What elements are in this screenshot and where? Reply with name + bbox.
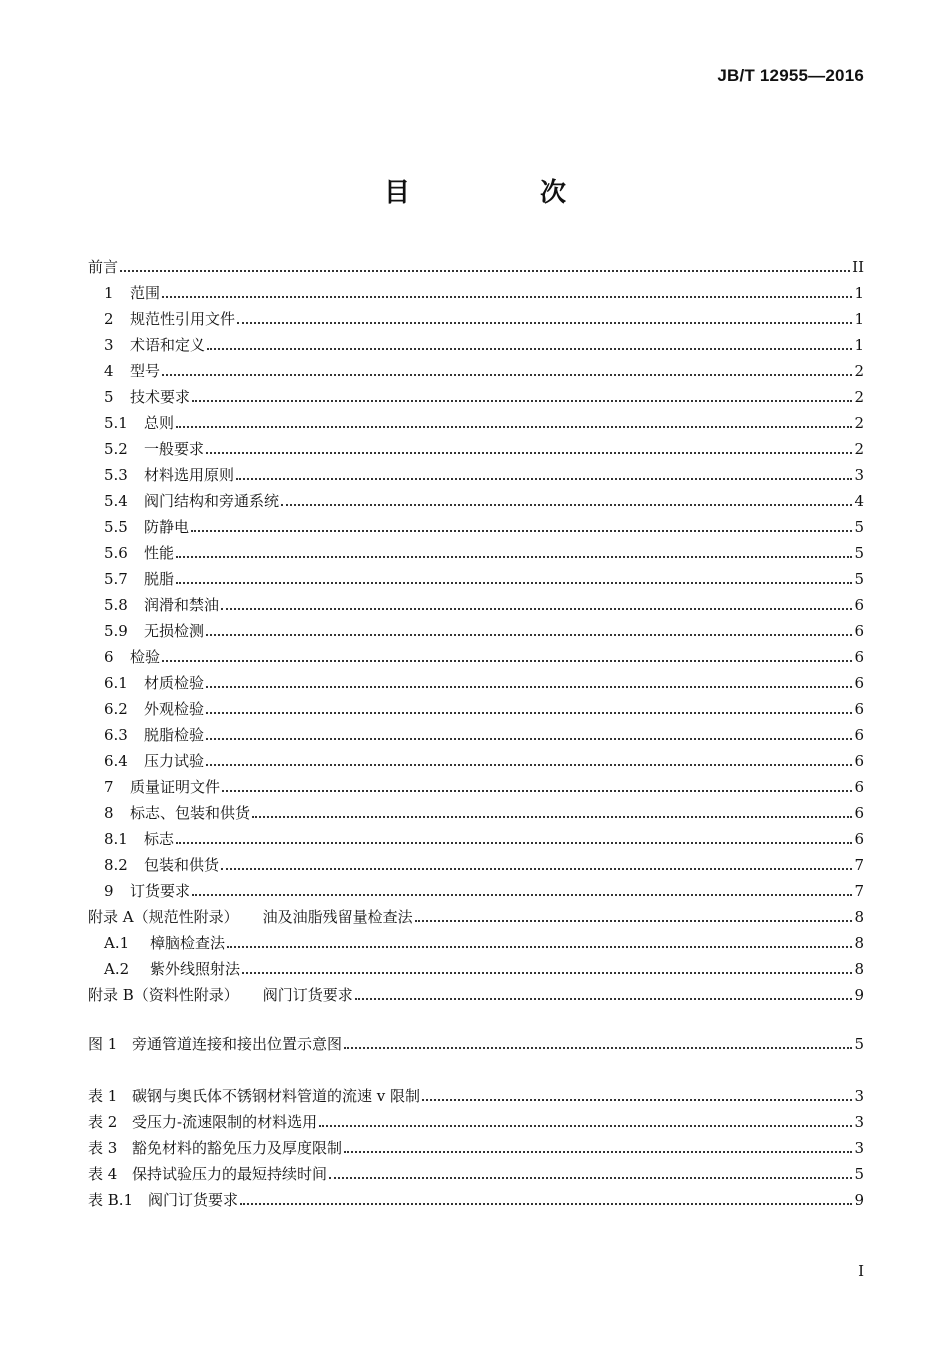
toc-entry-page: II	[852, 258, 864, 276]
toc-entry-title: 规范性引用文件	[130, 310, 236, 328]
dot-leader	[162, 373, 852, 376]
toc-entry-page: 2	[854, 362, 864, 380]
toc-entry[interactable]	[88, 280, 864, 306]
toc-entry-title: 压力试验	[144, 752, 205, 770]
dot-leader	[422, 1098, 852, 1101]
toc-entry-page: 2	[854, 388, 864, 406]
toc-entry-page: 9	[854, 1191, 864, 1209]
toc-entry-page: 5	[854, 544, 864, 562]
toc-entry-title: 外观检验	[144, 700, 205, 718]
toc-entry-title: 碳钢与奥氏体不锈钢材料管道的流速 v 限制	[132, 1087, 421, 1105]
dot-leader	[240, 1202, 852, 1205]
dot-leader	[191, 529, 852, 532]
toc-entry-page: 1	[854, 284, 864, 302]
toc-entry-number: 5	[104, 388, 114, 406]
toc-entry[interactable]	[88, 930, 864, 956]
toc-entry-page: 2	[854, 414, 864, 432]
toc-figure-list	[88, 1031, 864, 1057]
toc-entry-number: 6.2	[104, 700, 128, 718]
dot-leader	[221, 607, 852, 610]
toc-entry-title: 标志	[144, 830, 175, 848]
toc-entry-title: 受压力-流速限制的材料选用	[132, 1113, 318, 1131]
dot-leader	[227, 945, 852, 948]
toc-entry-number: 6.3	[104, 726, 128, 744]
toc-entry-page: 5	[854, 518, 864, 536]
toc-entry-number: 3	[104, 336, 114, 354]
toc-entry-number: 5.3	[104, 466, 128, 484]
dot-leader	[319, 1124, 852, 1127]
toc-entry-title: 阀门订货要求	[148, 1191, 239, 1209]
toc-entry-title: 范围	[130, 284, 161, 302]
toc-entry-number: 附录 A（规范性附录）	[88, 908, 239, 926]
toc-entry-title: 一般要求	[144, 440, 205, 458]
toc-entry[interactable]	[88, 1031, 864, 1057]
toc-entry-number: 图 1	[88, 1035, 118, 1053]
toc-entry-number: 6.1	[104, 674, 128, 692]
toc-entry-page: 5	[854, 570, 864, 588]
dot-leader	[344, 1150, 852, 1153]
dot-leader	[176, 841, 852, 844]
toc-entry[interactable]	[88, 956, 864, 982]
toc-entry-page: 8	[854, 934, 864, 952]
toc-entry-title: 阀门结构和旁通系统	[144, 492, 280, 510]
toc-entry-number: 8	[104, 804, 114, 822]
toc-entry[interactable]	[88, 254, 864, 280]
toc-entry-number: 附录 B（资料性附录）	[88, 986, 239, 1004]
toc-entry-title: 标志、包装和供货	[130, 804, 251, 822]
toc-entry-number: A.2	[104, 960, 130, 978]
toc-entry[interactable]	[88, 852, 864, 878]
dot-leader	[355, 997, 852, 1000]
toc-entry-number: 7	[104, 778, 114, 796]
toc-entry-title: 订货要求	[130, 882, 191, 900]
toc-entry-number: 5.2	[104, 440, 128, 458]
dot-leader	[176, 581, 852, 584]
toc-entry[interactable]	[88, 566, 864, 592]
toc-entry[interactable]	[88, 826, 864, 852]
dot-leader	[120, 269, 850, 272]
toc-entry-title: 检验	[130, 648, 161, 666]
page-title: 目 次	[383, 178, 618, 208]
toc-entry-page: 6	[854, 726, 864, 744]
toc-entry[interactable]	[88, 540, 864, 566]
toc-entry-page: 7	[854, 856, 864, 874]
dot-leader	[206, 451, 852, 454]
toc-entry-number: A.1	[104, 934, 130, 952]
toc-entry-title: 旁通管道连接和接出位置示意图	[132, 1035, 343, 1053]
toc-entry-number: 6.4	[104, 752, 128, 770]
toc-entry-page: 6	[854, 674, 864, 692]
toc-entry-number: 8.2	[104, 856, 128, 874]
toc-entry-title: 性能	[144, 544, 175, 562]
toc-entry-number: 2	[104, 310, 114, 328]
toc-entry-number: 5.9	[104, 622, 128, 640]
toc-entry-number: 表 1	[88, 1087, 118, 1105]
toc-entry[interactable]	[88, 384, 864, 410]
dot-leader	[415, 919, 852, 922]
toc-entry-number: 6	[104, 648, 114, 666]
toc-entry-page: 3	[854, 466, 864, 484]
toc-entry[interactable]	[88, 748, 864, 774]
toc-entry-title: 防静电	[144, 518, 190, 536]
toc-entry-title: 术语和定义	[130, 336, 206, 354]
toc-entry-number: 表 2	[88, 1113, 118, 1131]
toc-entry-page: 6	[854, 804, 864, 822]
toc-entry-number: 表 3	[88, 1139, 118, 1157]
toc-entry-number: 8.1	[104, 830, 128, 848]
toc-entry-number: 5.8	[104, 596, 128, 614]
toc-entry-page: 7	[854, 882, 864, 900]
toc-entry-page: 5	[854, 1165, 864, 1183]
toc-entry-title: 脱脂	[144, 570, 175, 588]
toc-entry-page: 1	[854, 336, 864, 354]
toc-table-list	[88, 1083, 864, 1213]
toc-entry-title: 型号	[130, 362, 161, 380]
dot-leader	[236, 477, 852, 480]
toc-entry-page: 6	[854, 622, 864, 640]
toc-entry-page: 8	[854, 960, 864, 978]
toc-entry-page: 8	[854, 908, 864, 926]
dot-leader	[206, 763, 852, 766]
toc-main-list	[88, 254, 864, 1008]
dot-leader	[252, 815, 852, 818]
toc-entry[interactable]	[88, 618, 864, 644]
toc-entry-page: 4	[854, 492, 864, 510]
toc-entry[interactable]	[88, 306, 864, 332]
toc-entry-page: 1	[854, 310, 864, 328]
page-number: I	[858, 1262, 864, 1280]
toc-entry[interactable]	[88, 592, 864, 618]
dot-leader	[206, 711, 852, 714]
toc-entry-title: 技术要求	[130, 388, 191, 406]
toc-entry-title: 润滑和禁油	[144, 596, 220, 614]
toc-entry[interactable]	[88, 800, 864, 826]
toc-entry-page: 6	[854, 700, 864, 718]
dot-leader	[206, 633, 852, 636]
toc-entry[interactable]	[88, 1187, 864, 1213]
dot-leader	[207, 347, 852, 350]
toc-entry-page: 6	[854, 648, 864, 666]
toc-entry-number: 4	[104, 362, 114, 380]
toc-entry[interactable]	[88, 514, 864, 540]
toc-entry[interactable]	[88, 488, 864, 514]
toc-entry-title: 前言	[88, 258, 119, 276]
toc-entry-page: 6	[854, 778, 864, 796]
dot-leader	[162, 659, 852, 662]
toc-entry[interactable]	[88, 462, 864, 488]
toc-entry-number: 表 4	[88, 1165, 118, 1183]
toc-entry-number: 5.5	[104, 518, 128, 536]
dot-leader	[176, 555, 852, 558]
toc-entry[interactable]	[88, 1135, 864, 1161]
toc-entry-number: 1	[104, 284, 114, 302]
toc-entry-number: 9	[104, 882, 114, 900]
toc-entry-title: 材质检验	[144, 674, 205, 692]
toc-entry-page: 6	[854, 752, 864, 770]
toc-entry-page: 5	[854, 1035, 864, 1053]
dot-leader	[242, 971, 852, 974]
toc-entry-page: 3	[854, 1113, 864, 1131]
toc-entry[interactable]	[88, 982, 864, 1008]
toc-entry[interactable]	[88, 332, 864, 358]
toc-entry-page: 9	[854, 986, 864, 1004]
dot-leader	[344, 1046, 852, 1049]
toc-entry[interactable]	[88, 358, 864, 384]
dot-leader	[206, 737, 852, 740]
dot-leader	[192, 893, 852, 896]
toc-entry-page: 3	[854, 1139, 864, 1157]
toc-entry-title: 无损检测	[144, 622, 205, 640]
toc-entry[interactable]	[88, 410, 864, 436]
dot-leader	[206, 685, 852, 688]
toc-entry[interactable]	[88, 774, 864, 800]
toc-entry-number: 5.4	[104, 492, 128, 510]
toc-entry-number: 5.6	[104, 544, 128, 562]
standard-number: JB/T 12955—2016	[717, 66, 864, 85]
dot-leader	[176, 425, 852, 428]
toc-entry-title: 包装和供货	[144, 856, 220, 874]
dot-leader	[221, 867, 852, 870]
toc-entry[interactable]	[88, 1109, 864, 1135]
toc-entry-title: 豁免材料的豁免压力及厚度限制	[132, 1139, 343, 1157]
toc-entry-page: 6	[854, 596, 864, 614]
toc-entry-number: 表 B.1	[88, 1191, 134, 1209]
toc-entry[interactable]	[88, 722, 864, 748]
toc-entry-title: 质量证明文件	[130, 778, 221, 796]
toc-entry-number: 5.7	[104, 570, 128, 588]
dot-leader	[329, 1176, 852, 1179]
toc-entry-title: 材料选用原则	[144, 466, 235, 484]
toc-entry-title: 阀门订货要求	[262, 986, 353, 1004]
toc-entry-title: 保持试验压力的最短持续时间	[132, 1165, 328, 1183]
toc-entry-title: 脱脂检验	[144, 726, 205, 744]
dot-leader	[237, 321, 852, 324]
toc-entry-page: 2	[854, 440, 864, 458]
dot-leader	[192, 399, 852, 402]
toc-entry[interactable]	[88, 904, 864, 930]
toc-entry-number: 5.1	[104, 414, 128, 432]
dot-leader	[222, 789, 852, 792]
dot-leader	[281, 503, 852, 506]
toc-entry-page: 6	[854, 830, 864, 848]
dot-leader	[162, 295, 852, 298]
toc-entry-page: 3	[854, 1087, 864, 1105]
toc-entry[interactable]	[88, 436, 864, 462]
toc-entry[interactable]	[88, 1083, 864, 1109]
toc-entry[interactable]	[88, 644, 864, 670]
toc-entry-title: 紫外线照射法	[150, 960, 241, 978]
toc-entry-title: 总则	[144, 414, 175, 432]
toc-entry[interactable]	[88, 878, 864, 904]
toc-entry[interactable]	[88, 670, 864, 696]
toc-entry-title: 油及油脂残留量检查法	[262, 908, 413, 926]
toc-entry[interactable]	[88, 696, 864, 722]
toc-entry[interactable]	[88, 1161, 864, 1187]
toc-entry-title: 樟脑检查法	[150, 934, 226, 952]
